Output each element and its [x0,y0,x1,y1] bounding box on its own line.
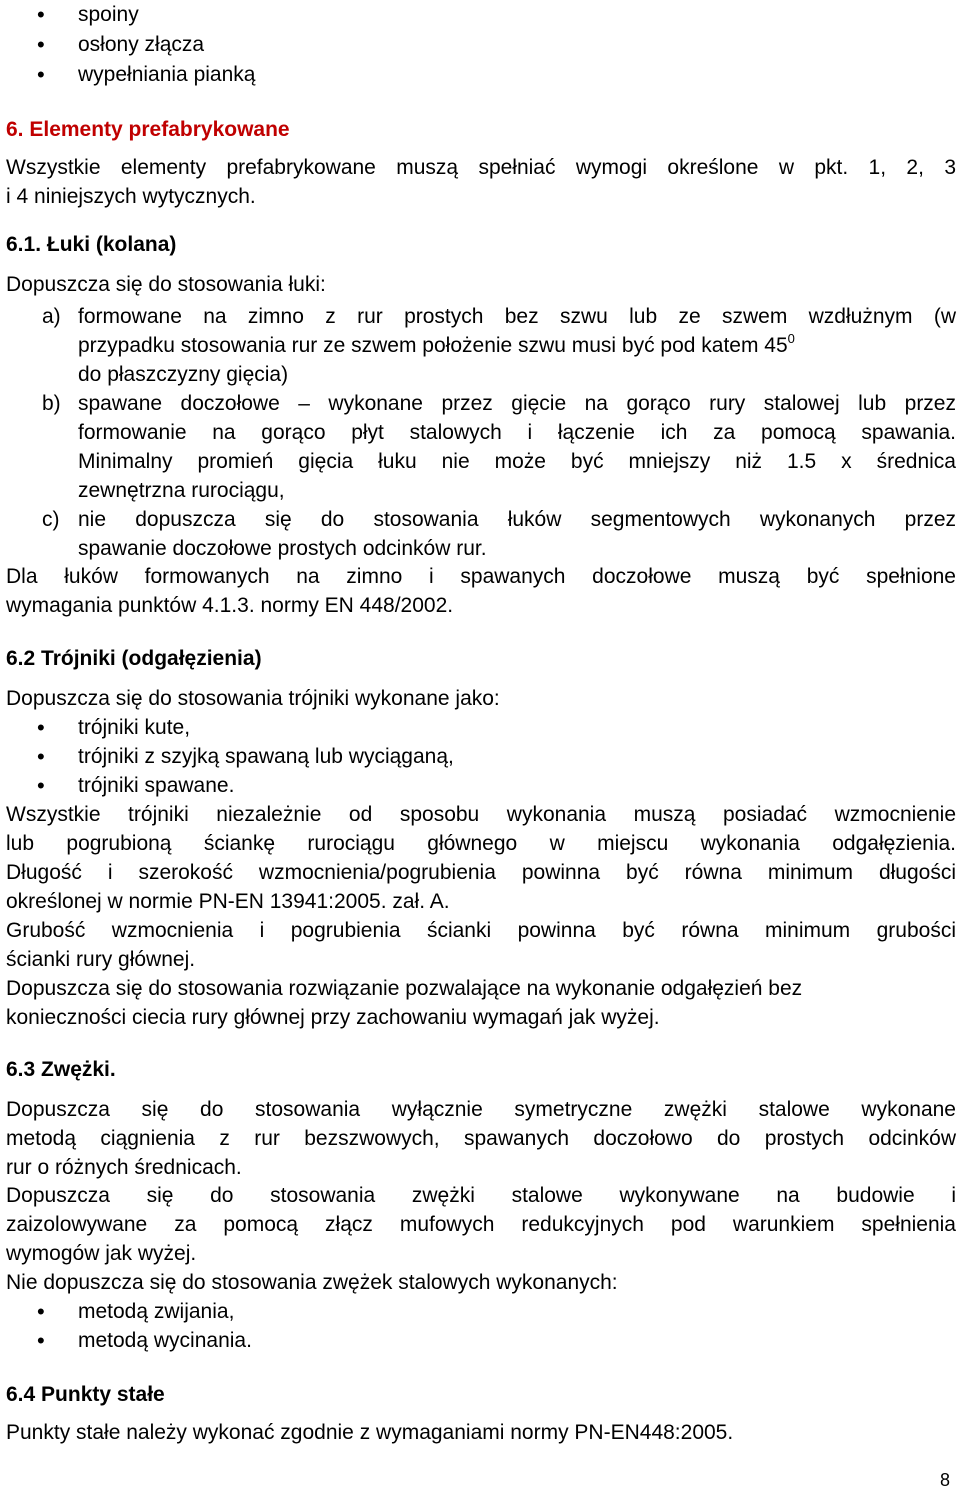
list-item-b-line: spawane doczołowe – wykonane przez gięcie na gorąco rury stalowej lub przez [78,392,956,415]
list-label-b: b) [42,392,61,415]
bullet-icon: • [37,1299,45,1324]
list-item-c-line: nie dopuszcza się do stosowania łuków segmentowych wykonanych przez [78,508,956,531]
list-item: trójniki kute, [78,716,191,739]
list-item-a-line: przypadku stosowania rur ze szwem położenie szwu musi być pod katem $45^0$ [78,331,795,357]
list-item-a-line: do płaszczyzny gięcia) [78,363,289,386]
paragraph-line: Dopuszcza się do stosowania wyłącznie symetryczne zwężki stalowe wykonane [6,1098,956,1121]
list-item-b-line: Minimalny promień gięcia łuku nie może być mniejszy niż 1.5 x średnica [78,450,956,473]
list-item-b-line: formowanie na gorąco płyt stalowych i łączenie ich za pomocą spawania. [78,421,956,444]
paragraph-line: lub pogrubioną ściankę rurociągu głównego w miejscu wykonania odgałęzienia. [6,832,956,855]
list-item: metodą wycinania. [78,1329,252,1352]
section-6-1-heading: 6.1. Łuki (kolana) [6,233,177,256]
list-item: spoiny [78,3,139,26]
page-number: 8 [940,1470,951,1490]
bullet-icon: • [37,744,45,769]
list-item-b-line: zewnętrzna rurociągu, [78,479,285,502]
paragraph-line: ścianki rury głównej. [6,948,196,971]
paragraph-line: metodą ciągnienia z rur bezszwowych, spawanych doczołowo do prostych odcinków [6,1127,956,1150]
section-6-3-heading: 6.3 Zwężki. [6,1058,116,1081]
paragraph-line: zaizolowywane za pomocą złącz mufowych redukcyjnych pod warunkiem spełnienia [6,1213,956,1236]
section-6-4-heading: 6.4 Punkty stałe [6,1383,165,1406]
section-6-heading: 6. Elementy prefabrykowane [6,118,290,141]
paragraph-line: rur o różnych średnicach. [6,1156,242,1179]
list-item: wypełniania pianką [78,63,256,86]
paragraph-line: konieczności ciecia rury głównej przy zachowaniu wymagań jak wyżej. [6,1006,660,1029]
paragraph-line: określonej w normie PN-EN 13941:2005. zał. A. [6,890,450,913]
paragraph-line: Wszystkie elementy prefabrykowane muszą spełniać wymogi określone w pkt. 1, 2, 3 [6,156,956,179]
paragraph-line: wymogów jak wyżej. [6,1242,197,1265]
degree-superscript: 0 [787,331,795,346]
paragraph-line: Dopuszcza się do stosowania rozwiązanie pozwalające na wykonanie odgałęzień bez [6,977,803,1000]
paragraph-line: Punkty stałe należy wykonać zgodnie z wymaganiami normy PN-EN448:2005. [6,1421,734,1444]
paragraph-line: Dopuszcza się do stosowania zwężki stalowe wykonywane na budowie i [6,1184,956,1207]
paragraph-line: wymagania punktów 4.1.3. normy EN 448/2002. [6,594,454,617]
paragraph-line: Nie dopuszcza się do stosowania zwężek stalowych wykonanych: [6,1271,618,1294]
paragraph-line: Wszystkie trójniki niezależnie od sposobu wykonania muszą posiadać wzmocnienie [6,803,956,826]
list-item: metodą zwijania, [78,1300,235,1323]
list-item: osłony złącza [78,33,205,56]
bullet-icon: • [37,62,45,87]
bullet-icon: • [37,1328,45,1353]
paragraph-line: Długość i szerokość wzmocnienia/pogrubienia powinna być równa minimum długości [6,861,956,884]
list-label-c: c) [42,508,60,531]
section-6-2-heading: 6.2 Trójniki (odgałęzienia) [6,647,262,670]
paragraph-line: Dla łuków formowanych na zimno i spawanych doczołowe muszą być spełnione [6,565,956,588]
paragraph-line: Dopuszcza się do stosowania łuki: [6,273,326,296]
list-label-a: a) [42,305,61,328]
paragraph-line: Dopuszcza się do stosowania trójniki wykonane jako: [6,687,500,710]
bullet-icon: • [37,2,45,27]
list-item: trójniki spawane. [78,774,235,797]
list-item-a-line: formowane na zimno z rur prostych bez szwu lub ze szwem wzdłużnym (w [78,305,956,328]
bullet-icon: • [37,715,45,740]
bullet-icon: • [37,32,45,57]
bullet-icon: • [37,773,45,798]
list-item-c-line: spawanie doczołowe prostych odcinków rur. [78,537,487,560]
paragraph-line: i 4 niniejszych wytycznych. [6,185,256,208]
paragraph-line: Grubość wzmocnienia i pogrubienia ścianki powinna być równa minimum grubości [6,919,956,942]
list-item: trójniki z szyjką spawaną lub wyciąganą, [78,745,454,768]
